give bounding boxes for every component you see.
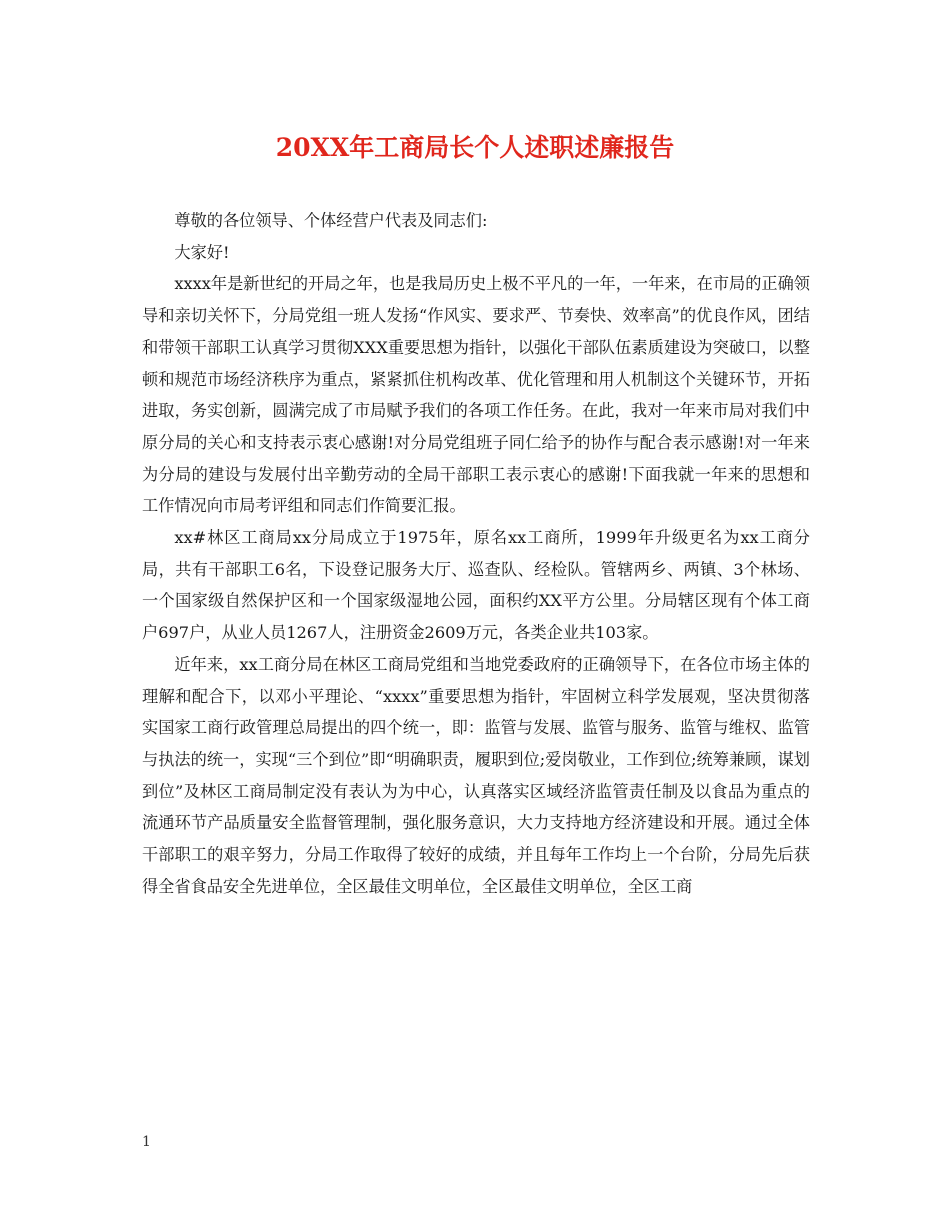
body-paragraph: 近年来，xx工商分局在林区工商局党组和当地党委政府的正确领导下，在各位市场主体的理解和配合下，以邓小平理论、“xxxx”重要思想为指针，牢固树立科学发展观，坚决贯彻落实国家工商行政管理总局提出的四个统一，即：监管与发展、监管与服务、监管与维权、监管与执法的统一，实现“三个到位”即“明确职责，履职到位;爱岗敬业，工作到位;统筹兼顾，谋划到位”及林区工商局制定没有表认为为中心，认真落实区域经济监管责任制及以食品为重点的流通环节产品质量安全监督管理制，强化服务意识，大力支持地方经济建设和开展。通过全体干部职工的艰辛努力，分局工作取得了较好的成绩，并且每年工作均上一个台阶，分局先后获得全省食品安全先进单位，全区最佳文明单位，全区最佳文明单位，全区工商 [142,654,810,896]
body-paragraph: xxxx年是新世纪的开局之年，也是我局历史上极不平凡的一年，一年来，在市局的正确领导和亲切关怀下，分局党组一班人发扬“作风实、要求严、节奏快、效率高”的优良作风，团结和带领干部职工认真学习贯彻XXX重要思想为指针，以强化干部队伍素质建设为突破口，以整顿和规范市场经济秩序为重点，紧紧抓住机构改革、优化管理和用人机制这个关键环节，开拓进取，务实创新，圆满完成了市局赋予我们的各项工作任务。在此，我对一年来市局对我们中原分局的关心和支持表示衷心感谢!对分局党组班子同仁给予的协作与配合表示感谢!对一年来为分局的建设与发展付出辛勤劳动的全局干部职工表示衷心的感谢!下面我就一年来的思想和工作情况向市局考评组和同志们作简要汇报。 [142,274,810,516]
body-paragraph: xx#林区工商局xx分局成立于1975年，原名xx工商所，1999年升级更名为xx工商分局，共有干部职工6名，下设登记服务大厅、巡查队、经检队。管辖两乡、两镇、3个林场、一个国家级自然保护区和一个国家级湿地公园，面积约XX平方公里。分局辖区现有个体工商户697户，从业人员1267人，注册资金2609万元，各类企业共103家。 [142,528,810,643]
greeting-paragraph: 大家好! [174,242,230,262]
salutation-paragraph: 尊敬的各位领导、个体经营户代表及同志们: [174,211,488,230]
document-body [142,205,810,902]
page-number: 1 [142,1134,151,1150]
document-title: 20XX年工商局长个人述职述廉报告 [275,133,675,162]
